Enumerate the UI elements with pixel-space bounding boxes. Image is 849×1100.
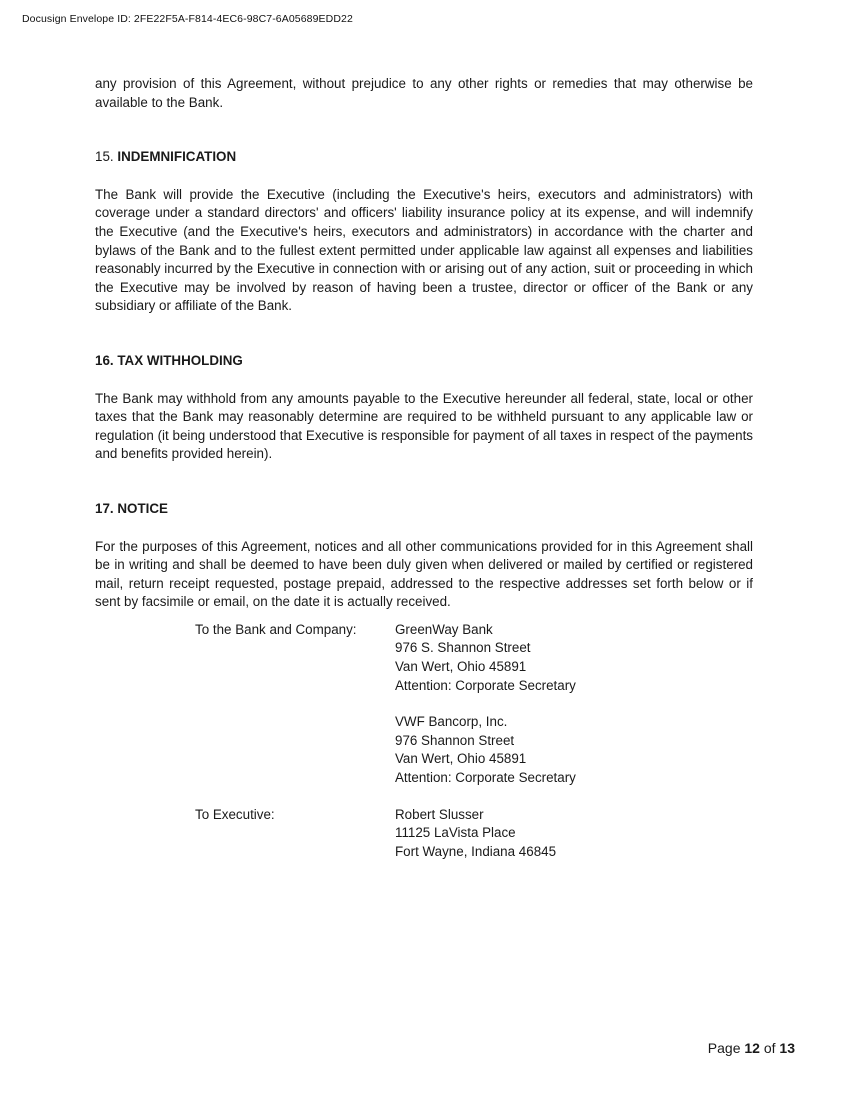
address-line: 976 Shannon Street [395,732,515,748]
executive-recipient-label: To Executive: [195,806,275,822]
page-prefix: Page [707,1040,741,1056]
section-number: 16. [95,352,114,368]
page-current: 12 [744,1040,760,1056]
section-title: INDEMNIFICATION [117,149,237,165]
address-line: GreenWay Bank [395,621,493,637]
executive-address-block [395,806,753,862]
section-heading-tax-withholding [95,352,753,371]
address-line: Van Wert, Ohio 45891 [395,751,527,767]
docusign-envelope-id: Docusign Envelope ID: 2FE22F5A-F814-4EC6-98C7-6A05689EDD22 [22,13,353,25]
page-of: of [763,1040,776,1056]
page-total: 13 [779,1040,795,1056]
indemnification-paragraph: The Bank will provide the Executive (including the Executive's heirs, executors and administrators) with coverage under a standard directors' and officers' liability insurance policy at its expense, and will indemnify the Executive (and the Executive's heirs, executors and administrators) in accordance with the charter and bylaws of the Bank and to the fullest extent permitted under applicable law against all expenses and liabilities reasonably incurred by the Executive in connection with or arising out of any action, suit or proceeding in which the Executive may be involved by reason of having been a trustee, director or officer of the Bank or any subsidiary or affiliate of the Bank. [95,186,753,314]
page-number [708,1040,795,1056]
address-line: VWF Bancorp, Inc. [395,714,508,730]
bank-recipient-label: To the Bank and Company: [195,621,357,637]
executive-address-row [95,806,753,862]
address-line: 11125 LaVista Place [395,825,516,841]
notice-addresses [95,621,753,862]
address-line: Van Wert, Ohio 45891 [395,659,527,675]
section-heading-indemnification [95,148,753,167]
address-line: Robert Slusser [395,806,484,822]
continuation-paragraph: any provision of this Agreement, without prejudice to any other rights or remedies that may otherwise be available to the Bank. [95,76,753,110]
tax-withholding-paragraph: The Bank may withhold from any amounts payable to the Executive hereunder all federal, state, local or other taxes that the Bank may reasonably determine are required to be withheld pursuant to any applicable law or regulation (it being understood that Executive is responsible for payment of all taxes in respect of the payments and benefits provided herein). [95,390,753,462]
section-number: 17. [95,500,114,516]
section-title: NOTICE [117,500,168,516]
address-line: Attention: Corporate Secretary [395,677,576,693]
notice-paragraph: For the purposes of this Agreement, notices and all other communications provided for in this Agreement shall be in writing and shall be deemed to have been duly given when delivered or mailed by certified or registered mail, return receipt requested, postage prepaid, addressed to the respective addresses set forth below or if sent by facsimile or email, on the date it is actually received. [95,538,753,610]
section-number: 15. [95,149,114,165]
bank-address-block [395,621,753,788]
bank-address-row [95,621,753,788]
address-line: Attention: Corporate Secretary [395,770,576,786]
address-line: Fort Wayne, Indiana 46845 [395,843,557,859]
document-body [95,75,753,861]
section-title: TAX WITHHOLDING [117,352,243,368]
address-line: 976 S. Shannon Street [395,640,531,656]
section-heading-notice [95,500,753,519]
